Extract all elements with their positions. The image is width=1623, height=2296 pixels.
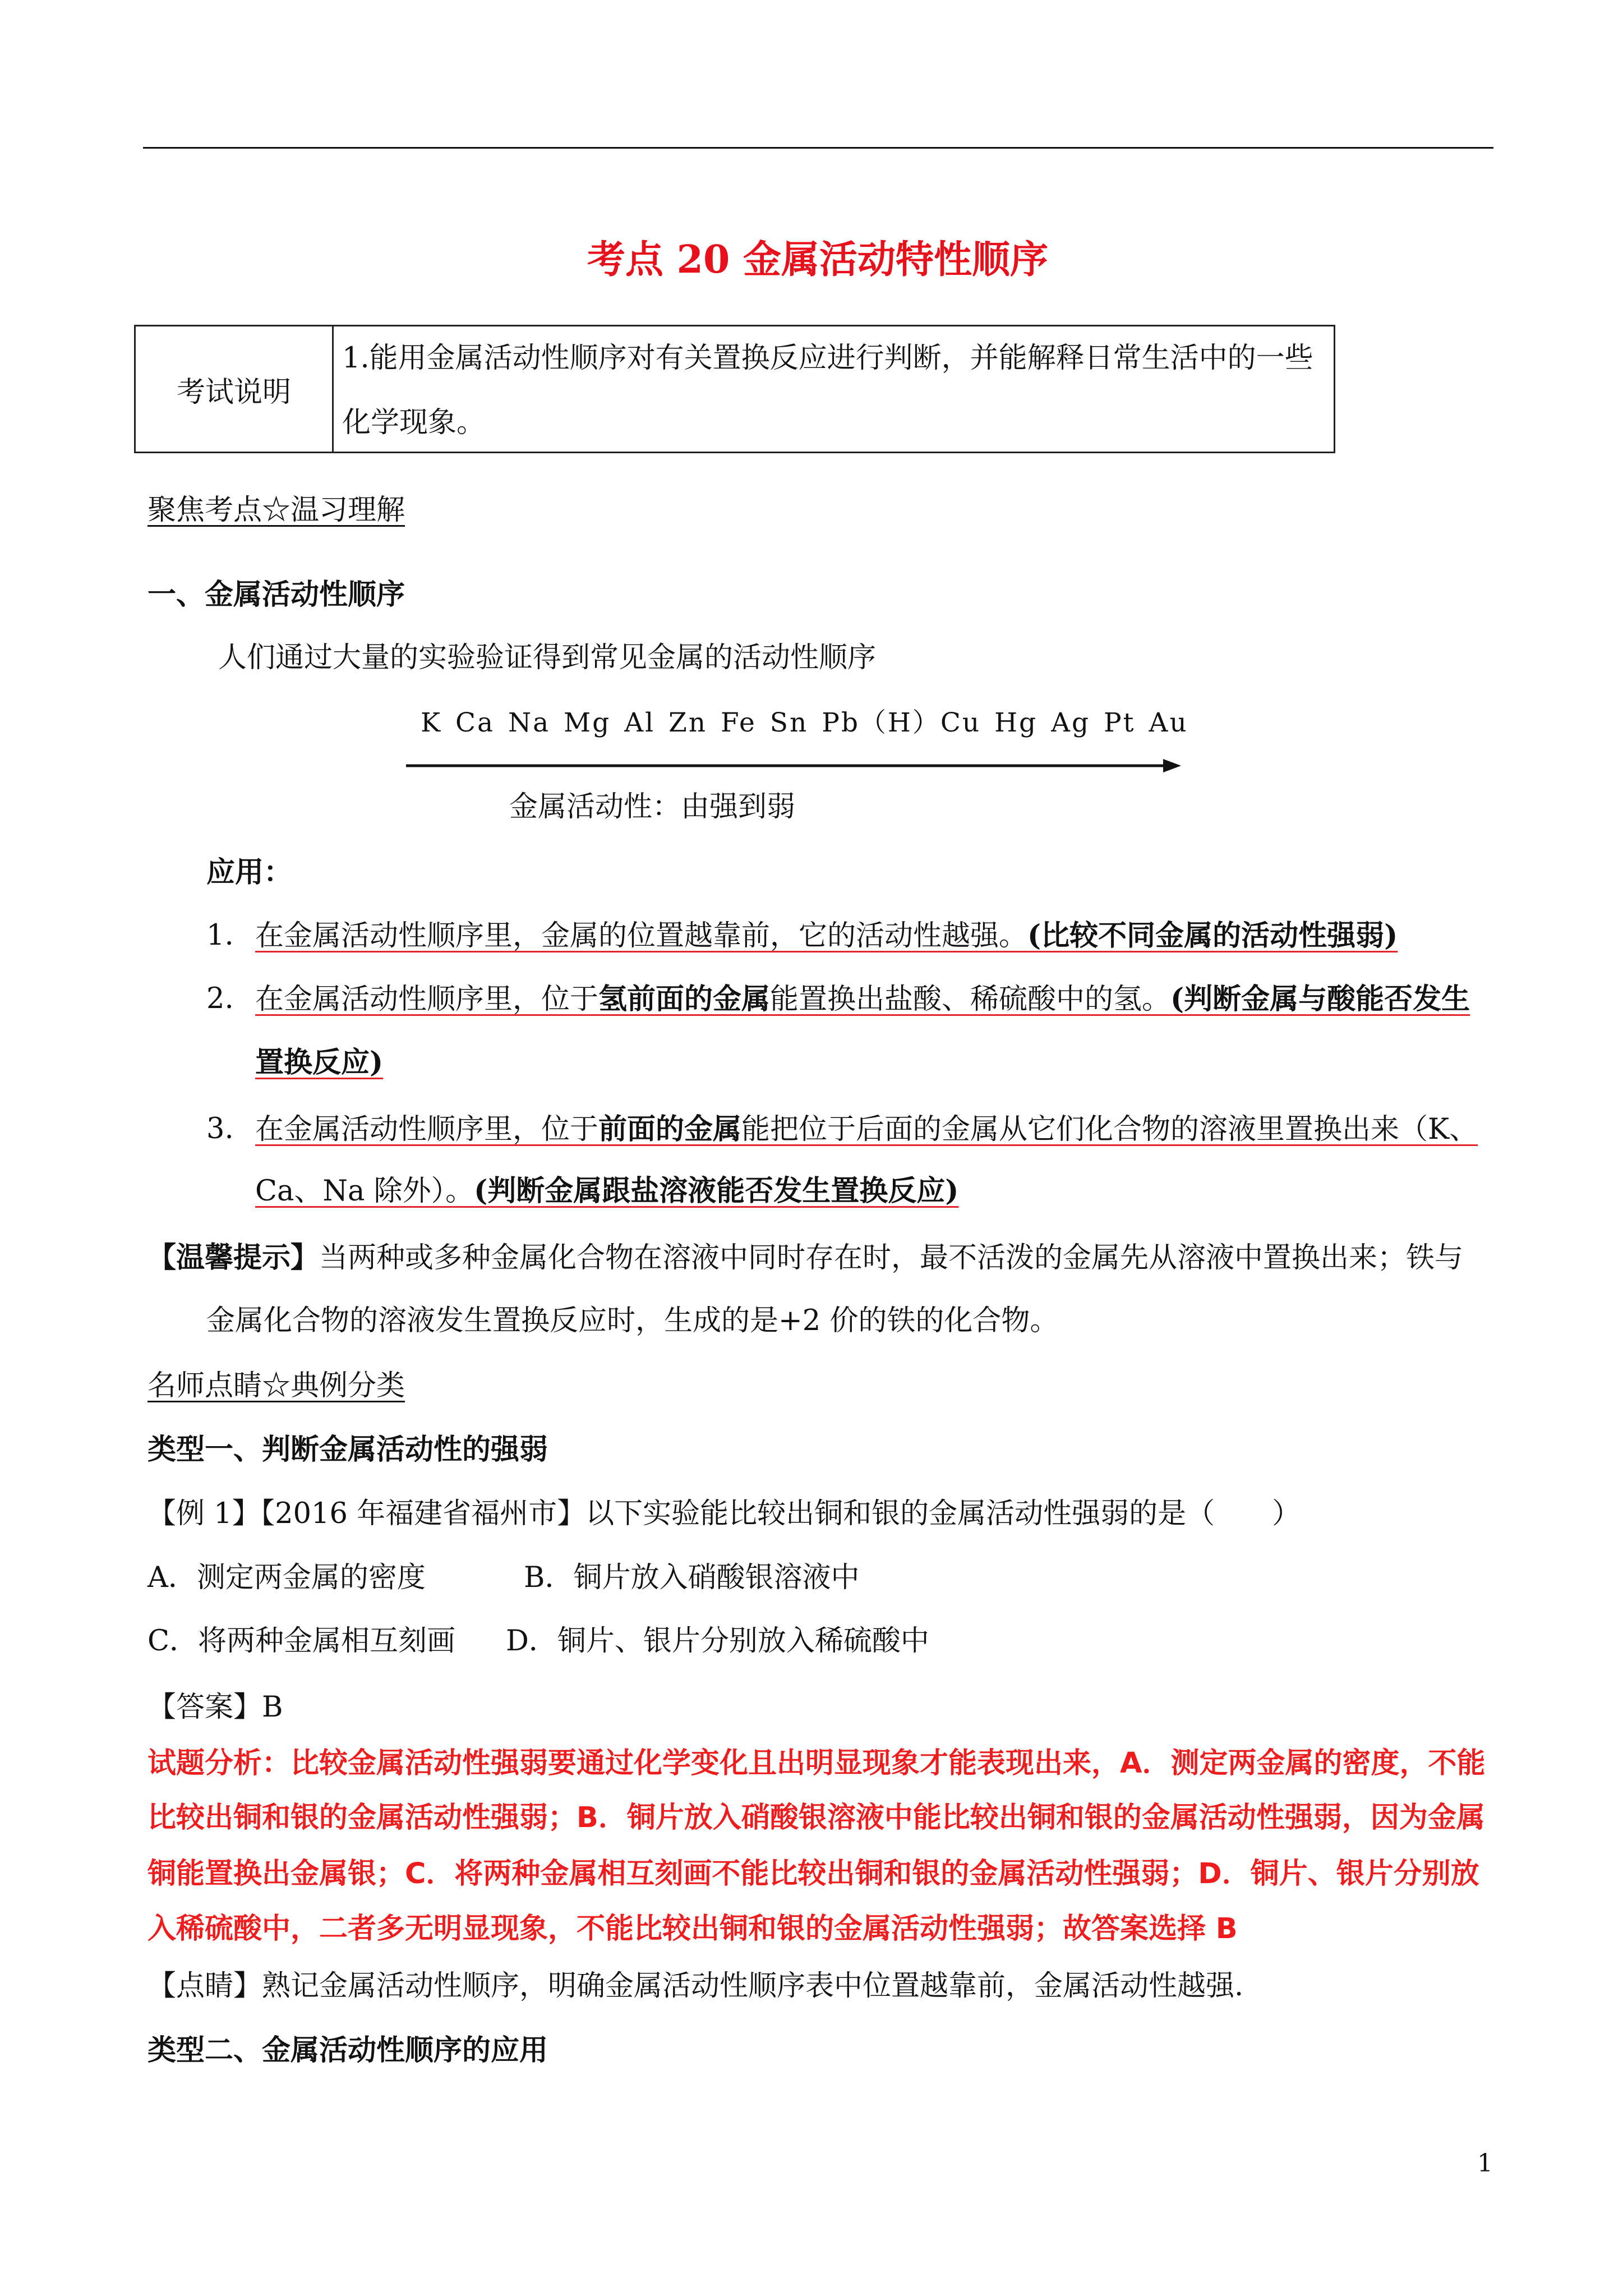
page-number: 1: [1477, 2149, 1493, 2178]
example-1-answer: 【答案】B: [147, 1691, 283, 1724]
warm-tip: [147, 1241, 1463, 1274]
type-2-heading: 类型二、金属活动性顺序的应用: [147, 2033, 548, 2067]
option-a: A．测定两金属的密度: [147, 1561, 426, 1594]
exam-requirements-line-2: 化学现象。: [342, 406, 486, 439]
application-item-2-rule-start: 在金属活动性顺序里，位于: [255, 983, 599, 1016]
option-c: C．将两种金属相互刻画: [147, 1625, 456, 1658]
application-item-3-text: [255, 1112, 1478, 1146]
arrow-icon: [406, 757, 1191, 774]
exam-requirements-table: [134, 325, 1335, 453]
application-item-2-emphasis: 氢前面的金属: [598, 982, 771, 1016]
application-item-number: 2.: [206, 982, 234, 1015]
analysis-line: 铜能置换出金属银；C．将两种金属相互刻画不能比较出铜和银的金属活动性强弱；D．铜片、银片分别放: [147, 1857, 1479, 1890]
warm-tip-text: 当两种或多种金属化合物在溶液中同时存在时，最不活泼的金属先从溶液中置换出来；铁与: [319, 1241, 1464, 1274]
exam-requirements-line-1: 1.能用金属活动性顺序对有关置换反应进行判断，并能解释日常生活中的一些: [342, 342, 1313, 375]
key-point: 【点睛】熟记金属活动性顺序，明确金属活动性顺序表中位置越靠前，金属活动性越强.: [147, 1970, 1244, 2003]
application-item-number: 3.: [206, 1112, 234, 1145]
application-item-3-exception: Ca、Na 除外）。: [255, 1175, 474, 1208]
option-d: D．铜片、银片分别放入稀硫酸中: [506, 1625, 929, 1658]
heading-metal-activity-series: 一、金属活动性顺序: [147, 578, 405, 611]
analysis-line: 试题分析：比较金属活动性强弱要通过化学变化且出明显现象才能表现出来，A．测定两金属的密度，不能: [147, 1747, 1486, 1780]
application-item-3-emphasis: 前面的金属: [598, 1112, 742, 1146]
application-item-number: 1.: [206, 919, 234, 952]
header-rule: [143, 147, 1493, 149]
option-b: B．铜片放入硝酸银溶液中: [524, 1561, 860, 1594]
intro-text: 人们通过大量的实验验证得到常见金属的活动性顺序: [218, 641, 877, 674]
type-1-heading: 类型一、判断金属活动性的强弱: [147, 1433, 548, 1466]
section-focus-heading: 聚焦考点☆温习理解: [147, 494, 405, 527]
application-item-2-purpose: (判断金属与酸能否发生: [1170, 982, 1470, 1016]
application-item-3-rule-end: 能把位于后面的金属从它们化合物的溶液里置换出来（K、: [741, 1113, 1478, 1146]
example-1-question: 【例 1】【2016 年福建省福州市】以下实验能比较出铜和银的金属活动性强弱的是（ ）: [147, 1497, 1301, 1530]
activity-caption: 金属活动性：由强到弱: [509, 790, 796, 823]
warm-tip-label: 【温馨提示】: [147, 1241, 320, 1274]
application-item-1-purpose: (比较不同金属的活动性强弱): [1027, 919, 1398, 953]
application-item-2-text: [255, 982, 1470, 1016]
application-item-2-continuation: 置换反应): [255, 1046, 384, 1079]
application-item-3-continuation: [255, 1174, 958, 1208]
application-item-1-rule: 在金属活动性顺序里，金属的位置越靠前，它的活动性越强。: [255, 919, 1028, 953]
page-title: 考点 20 金属活动特性顺序: [587, 237, 1048, 282]
analysis-line: 入稀硫酸中，二者多无明显现象，不能比较出铜和银的金属活动性强弱；故答案选择 B: [147, 1912, 1238, 1945]
metal-series: K Ca Na Mg Al Zn Fe Sn Pb（H）Cu Hg Ag Pt Au: [421, 707, 1188, 738]
application-item-3-rule-start: 在金属活动性顺序里，位于: [255, 1113, 599, 1146]
exam-requirements-label: 考试说明: [136, 326, 334, 452]
analysis-line: 比较出铜和银的金属活动性强弱；B．铜片放入硝酸银溶液中能比较出铜和银的金属活动性强弱，因为金属: [147, 1801, 1485, 1834]
application-item-2-rule-end: 能置换出盐酸、稀硫酸中的氢。: [770, 983, 1171, 1016]
application-item-3-purpose: (判断金属跟盐溶液能否发生置换反应): [474, 1174, 959, 1208]
section-examples-heading: 名师点睛☆典例分类: [147, 1369, 405, 1402]
warm-tip-continuation: 金属化合物的溶液发生置换反应时，生成的是+2 价的铁的化合物。: [206, 1304, 1059, 1337]
application-item-1-text: [255, 919, 1398, 953]
applications-heading: 应用：: [206, 855, 293, 889]
